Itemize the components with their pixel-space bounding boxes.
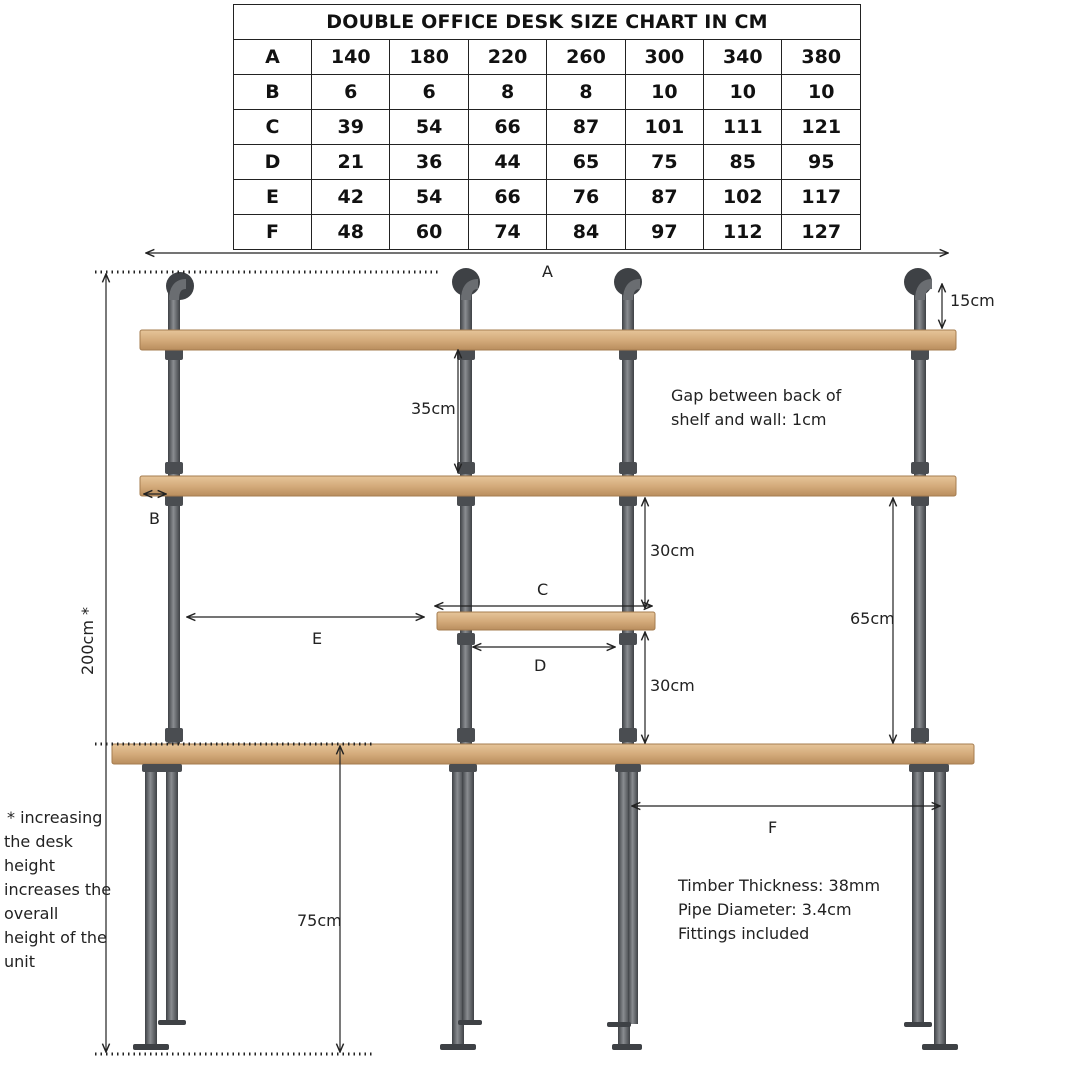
size-chart-table (233, 4, 861, 250)
table-cell: 6 (312, 75, 390, 110)
label-d: D (534, 656, 547, 675)
table-cell: 95 (782, 145, 861, 180)
label-c: C (537, 580, 549, 599)
table-cell: 8 (468, 75, 546, 110)
table-cell: 60 (390, 215, 468, 250)
table-cell: 260 (547, 40, 625, 75)
row-label: E (234, 180, 312, 215)
table-cell: 85 (704, 145, 782, 180)
table-cell: 220 (468, 40, 546, 75)
table-cell: 102 (704, 180, 782, 215)
label-shelf-gap: 35cm (411, 399, 456, 418)
row-label: A (234, 40, 312, 75)
wall-gap-note (671, 384, 841, 432)
table-cell: 21 (312, 145, 390, 180)
table-cell: 6 (390, 75, 468, 110)
table-cell: 340 (704, 40, 782, 75)
table-cell: 97 (625, 215, 703, 250)
upper-pipes (165, 285, 929, 745)
label-desk-to-shelf: 65cm (850, 609, 895, 628)
label-total-height: 200cm * (78, 606, 97, 675)
footnote-line: height (4, 856, 55, 875)
table-cell: 54 (390, 110, 468, 145)
row-label: D (234, 145, 312, 180)
spec-timber: Timber Thickness: 38mm (678, 876, 881, 895)
label-e: E (312, 629, 323, 648)
table-row (234, 40, 861, 75)
label-a: A (542, 262, 553, 281)
spec-pipe: Pipe Diameter: 3.4cm (678, 900, 852, 919)
table-cell: 74 (468, 215, 546, 250)
label-f: F (768, 818, 778, 837)
label-top-gap: 15cm (950, 291, 995, 310)
footnote-line: height of the (4, 928, 107, 947)
row-label: B (234, 75, 312, 110)
table-cell: 111 (704, 110, 782, 145)
table-cell: 87 (547, 110, 625, 145)
table-cell: 66 (468, 180, 546, 215)
label-desk-height: 75cm (297, 911, 342, 930)
table-cell: 48 (312, 215, 390, 250)
table-cell: 112 (704, 215, 782, 250)
table-cell: 44 (468, 145, 546, 180)
footnote-line: increases the (4, 880, 112, 899)
table-cell: 10 (782, 75, 861, 110)
table-row (234, 145, 861, 180)
table-cell: 65 (547, 145, 625, 180)
table-row (234, 180, 861, 215)
table-cell: 84 (547, 215, 625, 250)
table-cell: 117 (782, 180, 861, 215)
table-cell: 121 (782, 110, 861, 145)
row-label: C (234, 110, 312, 145)
wall-gap-line-2: shelf and wall: 1cm (671, 410, 827, 429)
height-footnote (4, 806, 111, 974)
table-cell: 380 (782, 40, 861, 75)
table-cell: 10 (625, 75, 703, 110)
table-cell: 127 (782, 215, 861, 250)
footnote-line: the desk (4, 832, 73, 851)
table-row (234, 215, 861, 250)
table-cell: 54 (390, 180, 468, 215)
table-cell: 101 (625, 110, 703, 145)
specs-note (678, 874, 880, 946)
table-title: DOUBLE OFFICE DESK SIZE CHART IN CM (234, 5, 861, 40)
table-cell: 8 (547, 75, 625, 110)
row-label: F (234, 215, 312, 250)
footnote-line: * increasing (7, 808, 103, 827)
table-cell: 75 (625, 145, 703, 180)
table-cell: 39 (312, 110, 390, 145)
footnote-line: unit (4, 952, 35, 971)
table-body (234, 40, 861, 250)
label-b: B (149, 509, 160, 528)
footnote-line: overall (4, 904, 59, 923)
wall-gap-line-1: Gap between back of (671, 386, 842, 405)
table-row (234, 75, 861, 110)
table-cell: 300 (625, 40, 703, 75)
table-cell: 66 (468, 110, 546, 145)
spec-fittings: Fittings included (678, 924, 810, 943)
table-cell: 87 (625, 180, 703, 215)
label-lower-small-gap: 30cm (650, 676, 695, 695)
table-cell: 10 (704, 75, 782, 110)
table-cell: 180 (390, 40, 468, 75)
shelves (112, 330, 974, 764)
label-upper-small-gap: 30cm (650, 541, 695, 560)
table-cell: 42 (312, 180, 390, 215)
table-cell: 140 (312, 40, 390, 75)
table-cell: 36 (390, 145, 468, 180)
table-cell: 76 (547, 180, 625, 215)
table-row (234, 110, 861, 145)
